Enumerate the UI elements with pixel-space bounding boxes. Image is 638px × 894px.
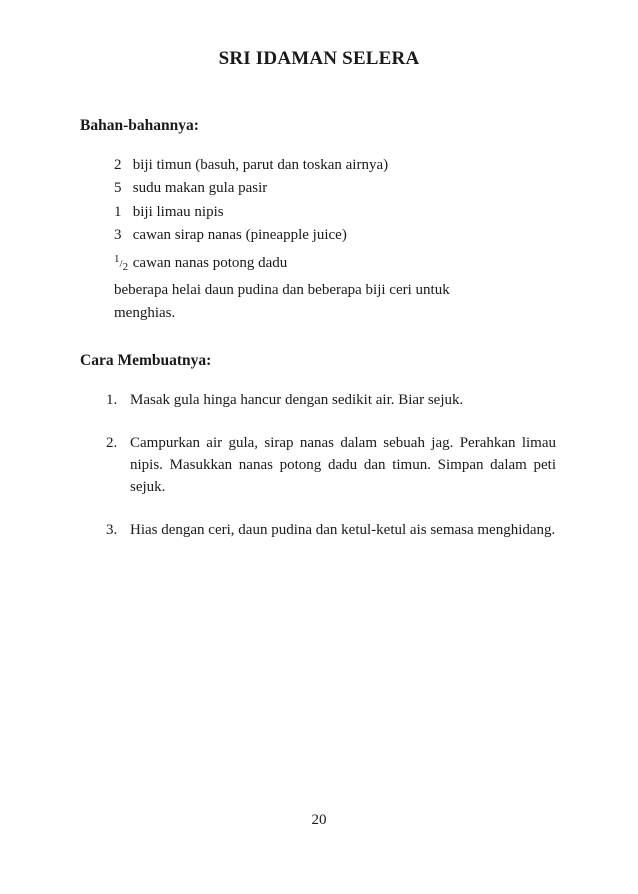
ingredient-text: biji limau nipis	[132, 203, 224, 220]
ingredient-item	[114, 224, 564, 247]
page-title: SRI IDAMAN SELERA	[218, 48, 420, 69]
step-number: 2.	[106, 435, 118, 451]
method-heading: Cara Membuatnya:	[80, 352, 212, 369]
step-text: Hias dengan ceri, daun pudina dan ketul-ketul ais semasa menghidang.	[130, 522, 556, 538]
ingredient-qty: 3	[114, 227, 122, 244]
ingredient-text: cawan sirap nanas (pineapple juice)	[132, 227, 347, 244]
fraction-numerator: 1	[114, 252, 120, 265]
step-text: Campurkan air gula, sirap nanas dalam sebuah jag. Perahkan limau nipis. Masukkan nanas potong dadu dan timun. Simpan dalam peti sejuk.	[130, 435, 556, 495]
step-number: 1.	[106, 392, 118, 408]
ingredient-qty: 1	[114, 203, 122, 220]
ingredient-item	[114, 177, 564, 200]
method-step	[106, 432, 556, 498]
method-step	[106, 389, 556, 411]
ingredient-extra-line: beberapa helai daun pudina dan beberapa biji ceri untuk	[114, 282, 450, 299]
ingredients-list	[114, 154, 564, 326]
fraction-denominator: 2	[122, 260, 129, 273]
method-step	[106, 519, 556, 541]
step-number: 3.	[106, 522, 118, 538]
ingredient-qty: 2	[114, 157, 122, 173]
ingredient-item	[114, 248, 564, 279]
ingredient-extra-line: menghias.	[114, 305, 176, 322]
ingredient-qty: 5	[114, 180, 122, 197]
ingredient-qty-fraction: 1/2	[114, 252, 129, 273]
page-number: 20	[311, 812, 327, 828]
ingredients-heading: Bahan-bahannya:	[80, 117, 199, 134]
ingredient-item	[114, 154, 564, 177]
step-text: Masak gula hinga hancur dengan sedikit air. Biar sejuk.	[130, 392, 464, 408]
ingredient-item	[114, 201, 564, 224]
method-steps	[106, 389, 556, 562]
ingredient-text: cawan nanas potong dadu	[132, 254, 288, 271]
ingredient-text: biji timun (basuh, parut dan toskan airnya)	[132, 157, 389, 173]
ingredient-text: sudu makan gula pasir	[132, 180, 268, 197]
